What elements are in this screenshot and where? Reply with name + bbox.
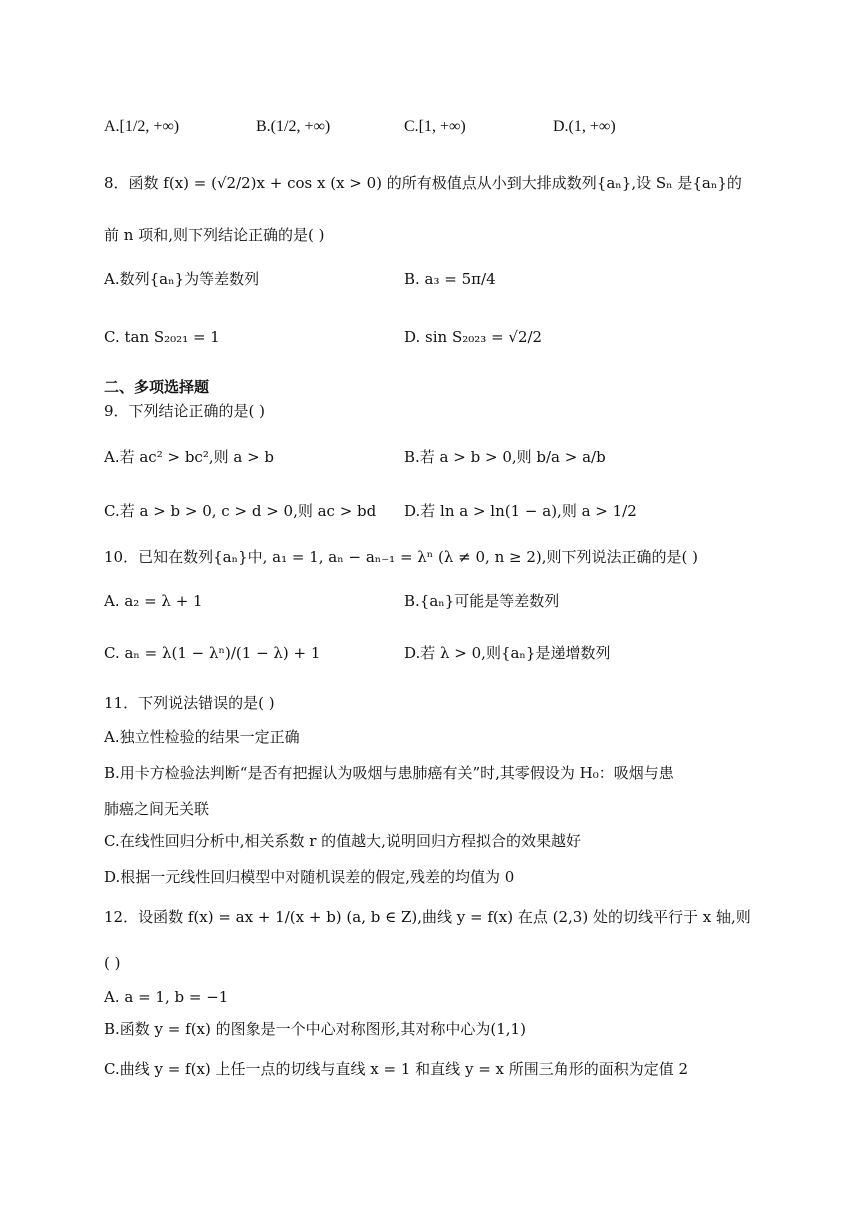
q9-option-d: D.若 ln a > ln(1 − a),则 a > 1/2 (404, 502, 637, 520)
q9-stem: 9．下列结论正确的是( ) (104, 402, 266, 420)
q12-stem-line2: ( ) (104, 954, 121, 972)
q8-option-b: B. a₃ = 5π/4 (404, 270, 496, 288)
q7-option-d: D.(1, +∞) (553, 118, 616, 135)
q11-option-b-line2: 肺癌之间无关联 (104, 800, 210, 818)
section-heading-multiple-choice: 二、多项选择题 (104, 378, 210, 396)
q11-option-d: D.根据一元线性回归模型中对随机误差的假定,残差的均值为 0 (104, 868, 515, 886)
q7-option-a: A.[1/2, +∞) (104, 118, 180, 135)
q8-stem-line1: 8．函数 f(x) = (√2/2)x + cos x (x > 0) 的所有极值点从小到大排成数列{aₙ},设 Sₙ 是{aₙ}的 (104, 174, 742, 192)
q11-option-b-line1: B.用卡方检验法判断“是否有把握认为吸烟与患肺癌有关”时,其零假设为 H₀：吸烟与患 (104, 764, 674, 782)
q8-option-d: D. sin S₂₀₂₃ = √2/2 (404, 328, 543, 346)
q12-option-a: A. a = 1, b = −1 (104, 988, 229, 1006)
q8-option-a: A.数列{aₙ}为等差数列 (104, 270, 260, 288)
q12-option-b: B.函数 y = f(x) 的图象是一个中心对称图形,其对称中心为(1,1) (104, 1020, 526, 1038)
q10-option-b: B.{aₙ}可能是等差数列 (404, 592, 560, 610)
q9-option-c: C.若 a > b > 0, c > d > 0,则 ac > bd (104, 502, 377, 520)
q12-stem-line1: 12．设函数 f(x) = ax + 1/(x + b) (a, b ∈ Z),曲线 y = f(x) 在点 (2,3) 处的切线平行于 x 轴,则 (104, 908, 751, 926)
q7-option-b: B.(1/2, +∞) (256, 118, 331, 135)
q9-option-b: B.若 a > b > 0,则 b/a > a/b (404, 448, 606, 466)
q9-option-a: A.若 ac² > bc²,则 a > b (104, 448, 275, 466)
q10-option-d: D.若 λ > 0,则{aₙ}是递增数列 (404, 644, 611, 662)
q12-option-c: C.曲线 y = f(x) 上任一点的切线与直线 x = 1 和直线 y = x 所围三角形的面积为定值 2 (104, 1060, 689, 1078)
q11-option-a: A.独立性检验的结果一定正确 (104, 728, 300, 746)
q10-option-a: A. a₂ = λ + 1 (104, 592, 203, 610)
q11-stem: 11．下列说法错误的是( ) (104, 694, 275, 712)
q10-stem: 10．已知在数列{aₙ}中, a₁ = 1, aₙ − aₙ₋₁ = λⁿ (λ ≠ 0, n ≥ 2),则下列说法正确的是( ) (104, 548, 698, 566)
q11-option-c: C.在线性回归分析中,相关系数 r 的值越大,说明回归方程拟合的效果越好 (104, 832, 581, 850)
q8-stem-line2: 前 n 项和,则下列结论正确的是( ) (104, 226, 325, 244)
q10-option-c: C. aₙ = λ(1 − λⁿ)/(1 − λ) + 1 (104, 644, 321, 662)
q8-option-c: C. tan S₂₀₂₁ = 1 (104, 328, 220, 346)
q7-option-c: C.[1, +∞) (404, 118, 466, 135)
